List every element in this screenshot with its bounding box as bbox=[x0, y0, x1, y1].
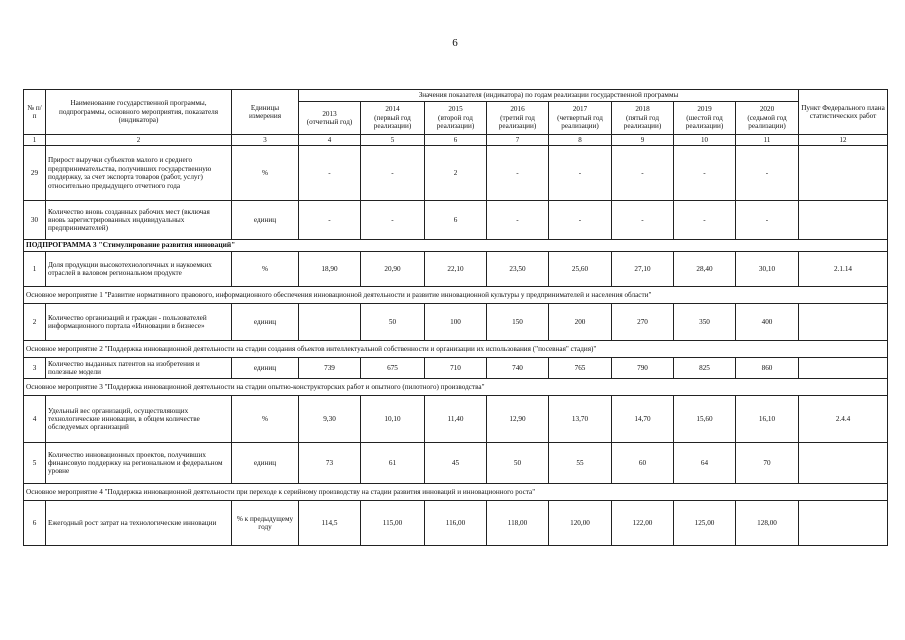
plan-item-cell bbox=[799, 358, 888, 379]
unit-cell: % bbox=[232, 252, 299, 287]
header-col-values: Значения показателя (индикатора) по годам реализации государственной программы bbox=[299, 90, 799, 102]
header-col-name: Наименование государственной программы, подпрограммы, основного мероприятия, показателя (индикатора) bbox=[46, 90, 232, 135]
year-note: (четвертый год реализации) bbox=[557, 113, 603, 131]
value-cell: 115,00 bbox=[361, 501, 425, 546]
indicator-name: Доля продукции высокотехнологичных и наукоемких отраслей в валовом региональном продукте bbox=[46, 252, 232, 287]
value-cell: 64 bbox=[674, 443, 736, 484]
table-row bbox=[24, 252, 888, 287]
value-cell: 18,90 bbox=[299, 252, 361, 287]
header-year bbox=[425, 102, 487, 135]
column-number: 8 bbox=[549, 135, 612, 146]
activity-title: Основное мероприятие 4 "Поддержка инновационной деятельности при переходе к серийному производству на стадии развития инноваций и инновационного роста" bbox=[24, 484, 888, 501]
year-note: (второй год реализации) bbox=[436, 113, 475, 131]
value-cell: 675 bbox=[361, 358, 425, 379]
table-row bbox=[24, 146, 888, 201]
value-cell: 55 bbox=[549, 443, 612, 484]
activity-title: Основное мероприятие 1 "Развитие нормативного правового, информационного обеспечения инновационной деятельности и развитие инновационной культуры у предпринимателей и населения области" bbox=[24, 287, 888, 304]
page-number: 6 bbox=[452, 37, 458, 49]
value-cell: 50 bbox=[487, 443, 549, 484]
indicator-name: Количество организаций и граждан - пользователей информационного портала «Инновации в бизнесе» bbox=[46, 304, 232, 341]
row-number: 2 bbox=[24, 304, 46, 341]
value-cell: 70 bbox=[736, 443, 799, 484]
year-label: 2014 bbox=[385, 105, 400, 114]
table-row bbox=[24, 396, 888, 443]
plan-item-cell: 2.1.14 bbox=[799, 252, 888, 287]
header-row bbox=[24, 90, 888, 102]
unit-cell: % bbox=[232, 146, 299, 201]
row-number: 29 bbox=[24, 146, 46, 201]
year-note: (отчетный год) bbox=[306, 118, 353, 126]
value-cell: 116,00 bbox=[425, 501, 487, 546]
value-cell: 61 bbox=[361, 443, 425, 484]
activity-title: Основное мероприятие 2 "Поддержка инновационной деятельности на стадии создания объектов интеллектуальной собственности и организации их использования ("посевная" стадия)" bbox=[24, 341, 888, 358]
value-cell: 765 bbox=[549, 358, 612, 379]
value-cell: 710 bbox=[425, 358, 487, 379]
year-note: (первый год реализации) bbox=[373, 113, 412, 131]
value-cell: 200 bbox=[549, 304, 612, 341]
value-cell: 125,00 bbox=[674, 501, 736, 546]
value-cell bbox=[299, 304, 361, 341]
column-number: 4 bbox=[299, 135, 361, 146]
table-row bbox=[24, 201, 888, 240]
header-col-no: № п/п bbox=[24, 90, 46, 135]
year-note: (третий год реализации) bbox=[498, 113, 537, 131]
header-year bbox=[674, 102, 736, 135]
value-cell: 16,10 bbox=[736, 396, 799, 443]
value-cell: - bbox=[674, 146, 736, 201]
unit-cell: % к предыдущему году bbox=[232, 501, 299, 546]
value-cell: - bbox=[612, 146, 674, 201]
column-number: 5 bbox=[361, 135, 425, 146]
value-cell: 6 bbox=[425, 201, 487, 240]
value-cell: - bbox=[299, 201, 361, 240]
value-cell: 790 bbox=[612, 358, 674, 379]
column-number: 6 bbox=[425, 135, 487, 146]
column-number: 1 bbox=[24, 135, 46, 146]
value-cell: 100 bbox=[425, 304, 487, 341]
value-cell: 400 bbox=[736, 304, 799, 341]
header-year bbox=[487, 102, 549, 135]
value-cell: - bbox=[674, 201, 736, 240]
value-cell: 20,90 bbox=[361, 252, 425, 287]
plan-item-cell bbox=[799, 501, 888, 546]
year-note: (пятый год реализации) bbox=[623, 113, 662, 131]
value-cell: 114,5 bbox=[299, 501, 361, 546]
value-cell: - bbox=[361, 201, 425, 240]
year-note: (седьмой год реализации) bbox=[747, 113, 787, 131]
subprogram-title: ПОДПРОГРАММА 3 "Стимулирование развития инноваций" bbox=[24, 240, 888, 252]
value-cell: 122,00 bbox=[612, 501, 674, 546]
unit-cell: единиц bbox=[232, 201, 299, 240]
header-year bbox=[299, 102, 361, 135]
unit-cell: % bbox=[232, 396, 299, 443]
indicator-name: Количество инновационных проектов, получивших финансовую поддержку на региональном и федеральном уровне bbox=[46, 443, 232, 484]
unit-cell: единиц bbox=[232, 304, 299, 341]
indicators-table bbox=[23, 89, 888, 546]
column-number: 7 bbox=[487, 135, 549, 146]
plan-item-cell: 2.4.4 bbox=[799, 396, 888, 443]
year-label: 2015 bbox=[448, 105, 463, 114]
value-cell: 73 bbox=[299, 443, 361, 484]
value-cell: 60 bbox=[612, 443, 674, 484]
column-numbers-row bbox=[24, 135, 888, 146]
activity-row bbox=[24, 287, 888, 304]
value-cell: 2 bbox=[425, 146, 487, 201]
value-cell: 25,60 bbox=[549, 252, 612, 287]
activity-row bbox=[24, 379, 888, 396]
indicator-name: Удельный вес организаций, осуществляющих технологические инновации, в общем количестве обследуемых организаций bbox=[46, 396, 232, 443]
column-number: 11 bbox=[736, 135, 799, 146]
value-cell: 28,40 bbox=[674, 252, 736, 287]
year-label: 2020 bbox=[759, 105, 775, 114]
value-cell: - bbox=[736, 146, 799, 201]
value-cell: 12,90 bbox=[487, 396, 549, 443]
header-year bbox=[612, 102, 674, 135]
value-cell: - bbox=[487, 146, 549, 201]
value-cell: - bbox=[549, 201, 612, 240]
value-cell: - bbox=[549, 146, 612, 201]
plan-item-cell bbox=[799, 146, 888, 201]
year-note: (шестой год реализации) bbox=[685, 113, 724, 131]
value-cell: 10,10 bbox=[361, 396, 425, 443]
plan-item-cell bbox=[799, 443, 888, 484]
value-cell: 27,10 bbox=[612, 252, 674, 287]
table-row bbox=[24, 501, 888, 546]
value-cell: 14,70 bbox=[612, 396, 674, 443]
column-number: 9 bbox=[612, 135, 674, 146]
header-col-plan: Пункт Федерального плана статистических работ bbox=[799, 90, 888, 135]
row-number: 30 bbox=[24, 201, 46, 240]
value-cell: - bbox=[299, 146, 361, 201]
plan-item-cell bbox=[799, 201, 888, 240]
value-cell: - bbox=[736, 201, 799, 240]
column-number: 2 bbox=[46, 135, 232, 146]
activity-row bbox=[24, 484, 888, 501]
indicator-name: Количество вновь созданных рабочих мест (включая вновь зарегистрированных индивидуальных предпринимателей) bbox=[46, 201, 232, 240]
row-number: 5 bbox=[24, 443, 46, 484]
row-number: 6 bbox=[24, 501, 46, 546]
value-cell: - bbox=[487, 201, 549, 240]
year-label: 2013 bbox=[322, 109, 337, 118]
value-cell: - bbox=[361, 146, 425, 201]
year-label: 2017 bbox=[572, 105, 588, 114]
year-label: 2016 bbox=[510, 105, 525, 114]
value-cell: 13,70 bbox=[549, 396, 612, 443]
value-cell: 150 bbox=[487, 304, 549, 341]
value-cell: - bbox=[612, 201, 674, 240]
value-cell: 350 bbox=[674, 304, 736, 341]
table-row bbox=[24, 358, 888, 379]
value-cell: 120,00 bbox=[549, 501, 612, 546]
value-cell: 128,00 bbox=[736, 501, 799, 546]
value-cell: 23,50 bbox=[487, 252, 549, 287]
row-number: 1 bbox=[24, 252, 46, 287]
value-cell: 739 bbox=[299, 358, 361, 379]
row-number: 4 bbox=[24, 396, 46, 443]
header-year bbox=[736, 102, 799, 135]
indicator-name: Количество выданных патентов на изобретения и полезные модели bbox=[46, 358, 232, 379]
year-label: 2019 bbox=[697, 105, 712, 114]
value-cell: 22,10 bbox=[425, 252, 487, 287]
indicator-name: Ежегодный рост затрат на технологические инновации bbox=[46, 501, 232, 546]
value-cell: 45 bbox=[425, 443, 487, 484]
value-cell: 50 bbox=[361, 304, 425, 341]
value-cell: 118,00 bbox=[487, 501, 549, 546]
unit-cell: единиц bbox=[232, 443, 299, 484]
value-cell: 825 bbox=[674, 358, 736, 379]
table-row bbox=[24, 443, 888, 484]
plan-item-cell bbox=[799, 304, 888, 341]
unit-cell: единиц bbox=[232, 358, 299, 379]
value-cell: 15,60 bbox=[674, 396, 736, 443]
value-cell: 740 bbox=[487, 358, 549, 379]
row-number: 3 bbox=[24, 358, 46, 379]
indicator-name: Прирост выручки субъектов малого и среднего предпринимательства, получивших государственную поддержку, за счет экспорта товаров (работ, услуг) относительно предыдущего отчетного года bbox=[46, 146, 232, 201]
table-row bbox=[24, 304, 888, 341]
header-year bbox=[549, 102, 612, 135]
value-cell: 9,30 bbox=[299, 396, 361, 443]
column-number: 10 bbox=[674, 135, 736, 146]
value-cell: 270 bbox=[612, 304, 674, 341]
value-cell: 11,40 bbox=[425, 396, 487, 443]
column-number: 3 bbox=[232, 135, 299, 146]
subprogram-row bbox=[24, 240, 888, 252]
year-label: 2018 bbox=[635, 105, 650, 114]
value-cell: 860 bbox=[736, 358, 799, 379]
header-col-unit: Единицы измерения bbox=[232, 90, 299, 135]
activity-title: Основное мероприятие 3 "Поддержка инновационной деятельности на стадии опытно-конструкторских работ и опытного (пилотного) производства" bbox=[24, 379, 888, 396]
header-year bbox=[361, 102, 425, 135]
activity-row bbox=[24, 341, 888, 358]
column-number: 12 bbox=[799, 135, 888, 146]
value-cell: 30,10 bbox=[736, 252, 799, 287]
